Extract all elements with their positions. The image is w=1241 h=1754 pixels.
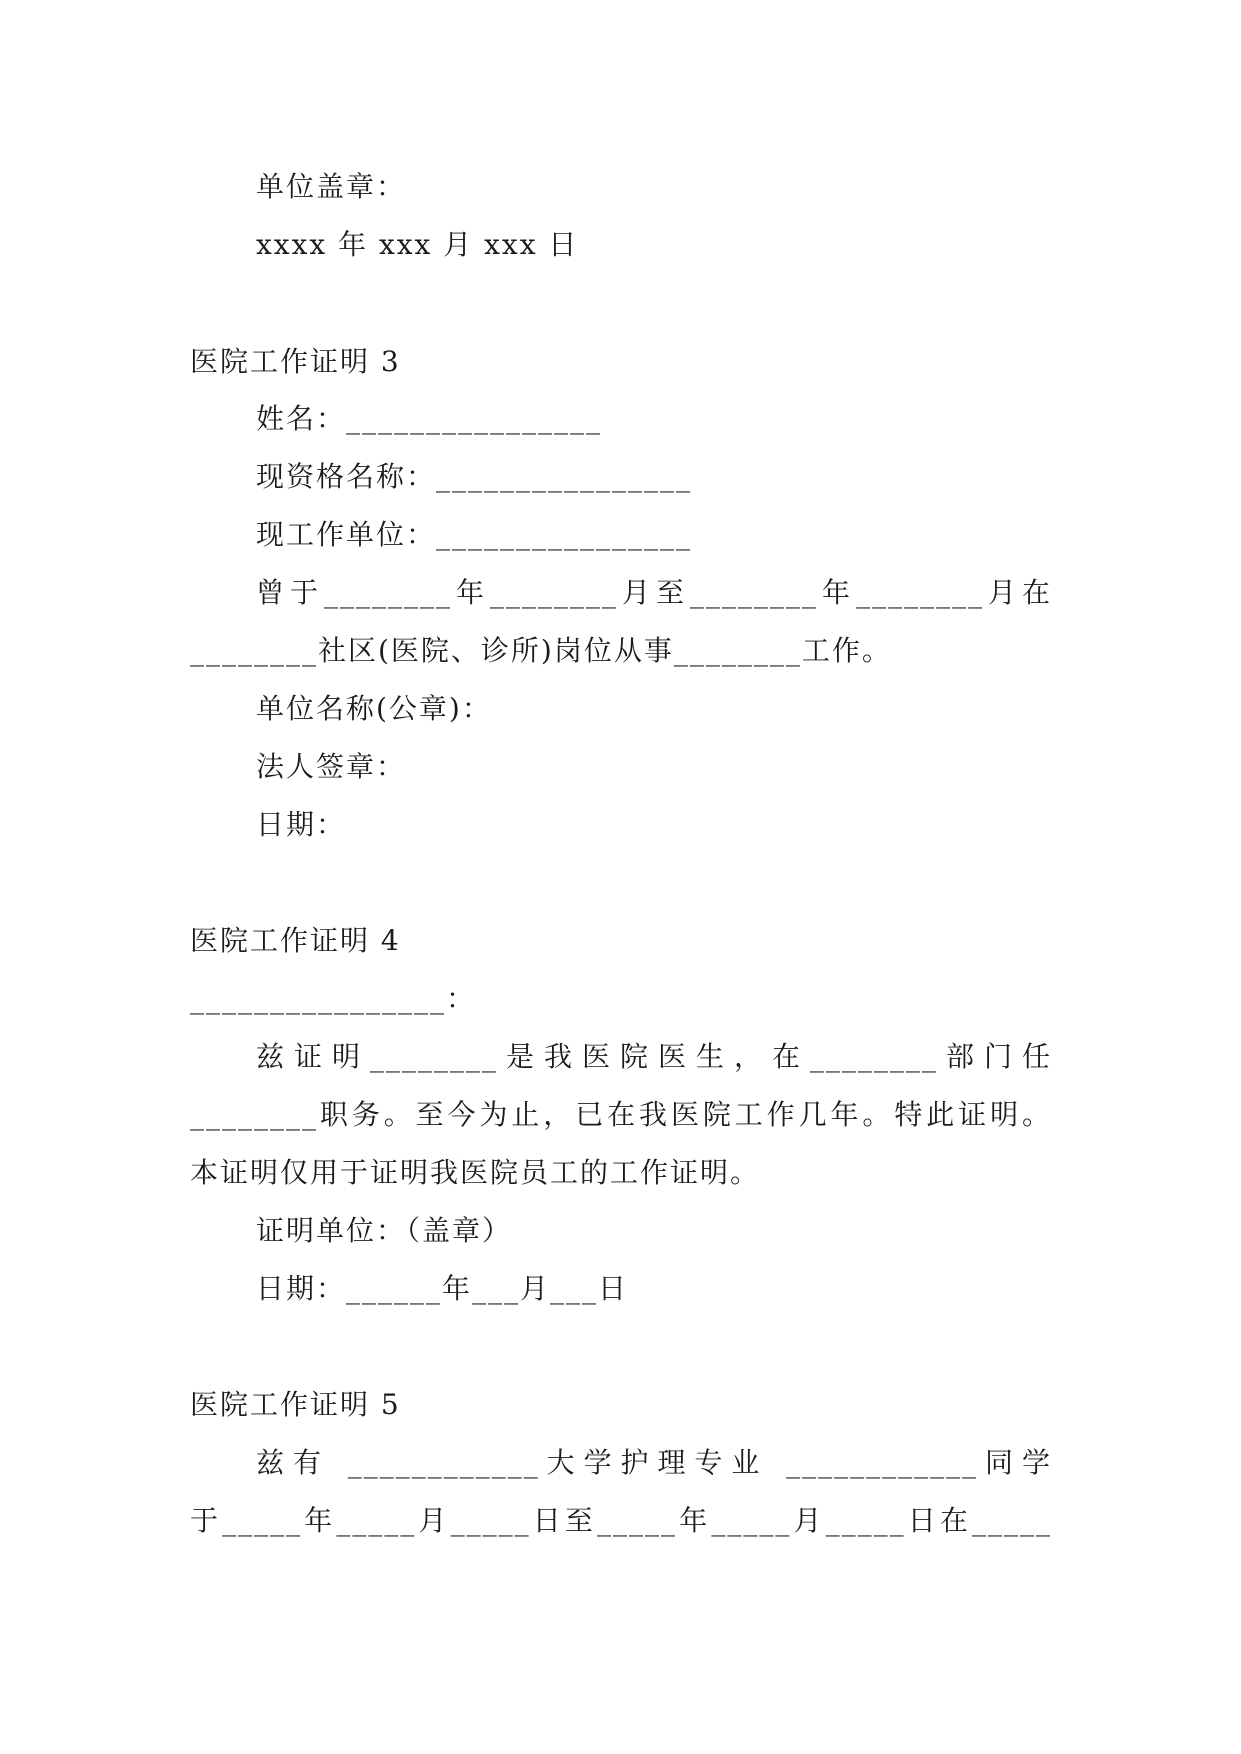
issuer-line: 证明单位：（盖章）	[256, 1214, 513, 1247]
nursing-paragraph-line-2: 于_____年_____月_____日至_____年_____月_____日在_____	[190, 1504, 1052, 1537]
certify-paragraph-line-3: 本证明仅用于证明我医院员工的工作证明。	[190, 1156, 761, 1189]
certify-paragraph-line-2: ________职务。至今为止，已在我医院工作几年。特此证明。	[190, 1098, 1052, 1131]
employment-paragraph-line-1: 曾于________年________月至________年________月在	[256, 576, 1052, 609]
work-unit-field-line: 现工作单位：________________	[256, 518, 693, 551]
legal-sign-line: 法人签章：	[256, 750, 407, 783]
seal-line: 单位盖章：	[256, 170, 407, 203]
addressee-line: ________________：	[190, 982, 477, 1015]
employment-paragraph-line-2: ________社区(医院、诊所)岗位从事________工作。	[190, 634, 892, 667]
date-line: xxxx 年 xxx 月 xxx 日	[256, 228, 579, 261]
section-title-5: 医院工作证明 5	[190, 1388, 401, 1421]
qualification-field-line: 现资格名称：________________	[256, 460, 693, 493]
section-title-3: 医院工作证明 3	[190, 345, 401, 378]
unit-name-line: 单位名称(公章)：	[256, 692, 492, 725]
date-line-3: 日期：	[256, 808, 347, 841]
date-line-4: 日期：______年___月___日	[256, 1272, 629, 1305]
section-title-4: 医院工作证明 4	[190, 924, 401, 957]
certify-paragraph-line-1: 兹证明________是我医院医生，在________部门任	[256, 1040, 1052, 1073]
name-field-line: 姓名：________________	[256, 402, 603, 435]
nursing-paragraph-line-1: 兹有 ____________大学护理专业 ____________同学	[256, 1446, 1052, 1479]
